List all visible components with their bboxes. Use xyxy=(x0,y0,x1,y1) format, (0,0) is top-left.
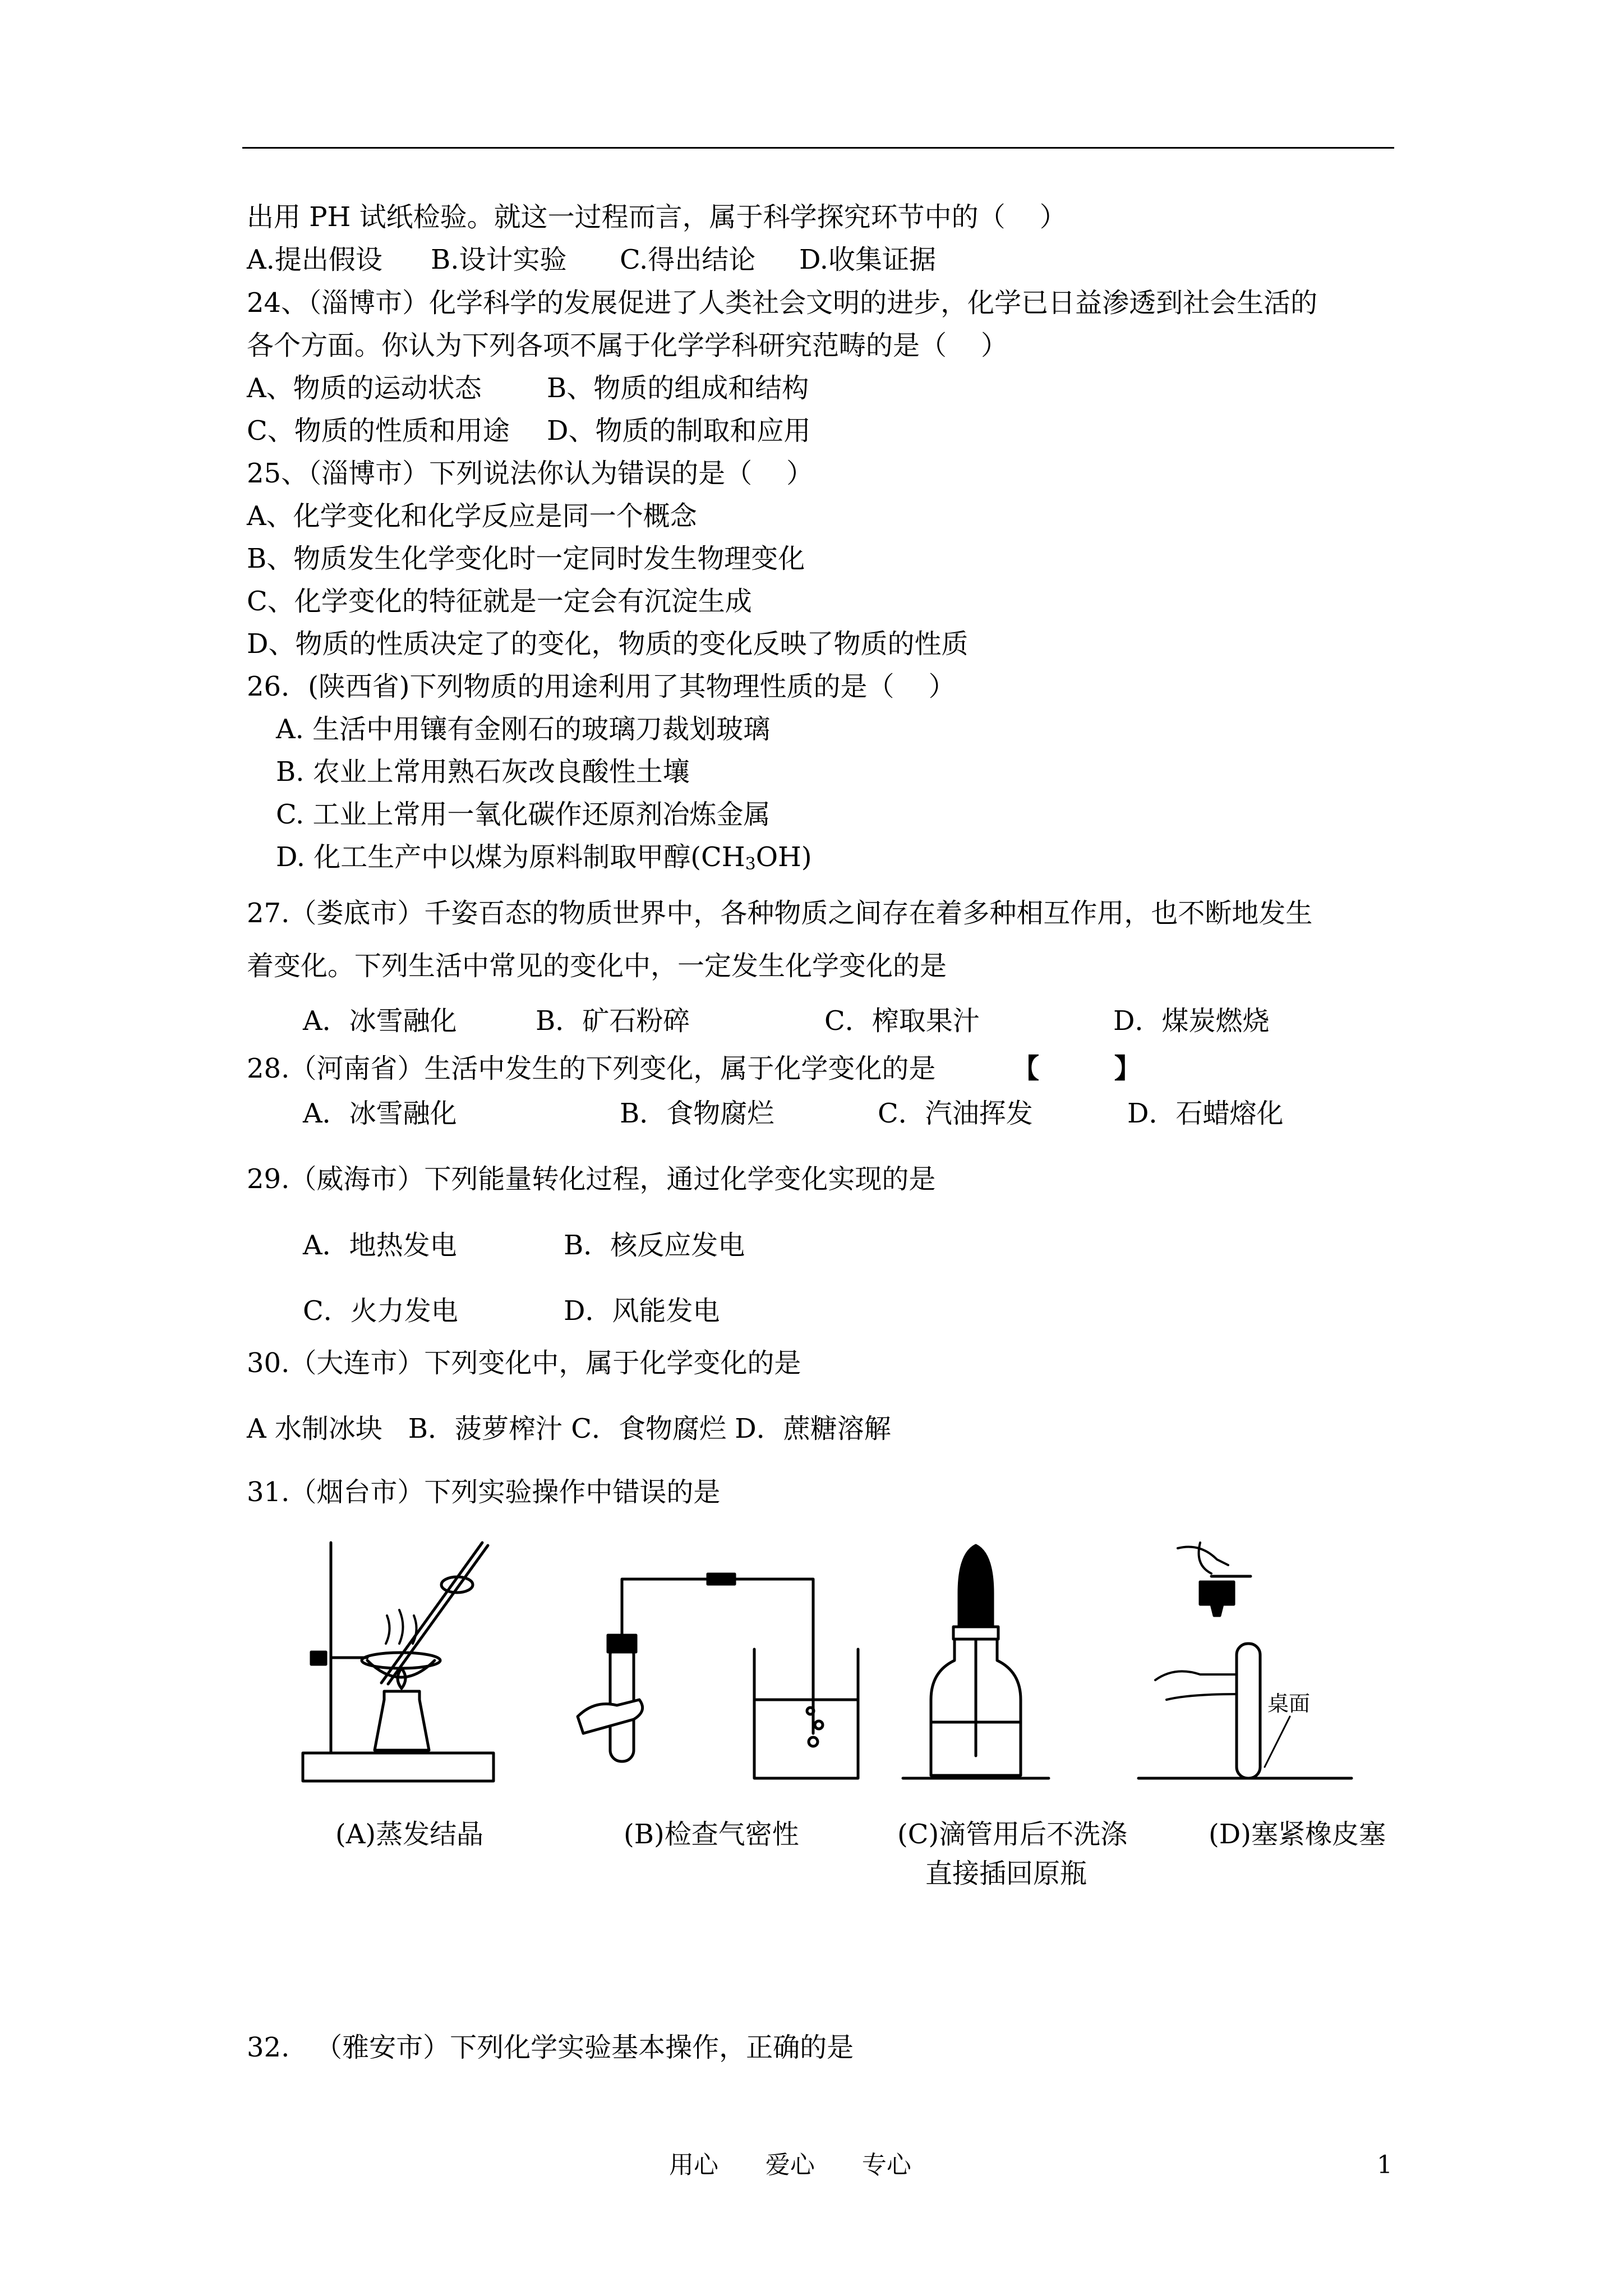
q29-option-c: C．火力发电 xyxy=(303,1295,458,1327)
footer-motto: 用心 爱心 专心 xyxy=(669,2151,911,2179)
q27-stem-line-1: 27.（娄底市）千姿百态的物质世界中，各种物质之间存在着多种相互作用，也不断地发生 xyxy=(247,898,1313,929)
q31-caption-a: (A)蒸发结晶 xyxy=(335,1819,484,1850)
q31-apparatus-figure xyxy=(247,1531,1396,1795)
q26-option-b: B. 农业上常用熟石灰改良酸性土壤 xyxy=(276,756,690,788)
q24-option-b: B、物质的组成和结构 xyxy=(547,372,809,404)
header-rule xyxy=(242,147,1394,149)
q23-option-d: D.收集证据 xyxy=(799,244,937,275)
dropper-bottle-icon xyxy=(903,1545,1049,1778)
q31-caption-c: (C)滴管用后不洗涤 xyxy=(897,1819,1128,1850)
q30-stem: 30.（大连市）下列变化中，属于化学变化的是 xyxy=(247,1347,801,1379)
q23-option-c: C.得出结论 xyxy=(620,244,756,275)
q31-caption-d: (D)塞紧橡皮塞 xyxy=(1209,1819,1386,1850)
q23-option-a: A.提出假设 xyxy=(247,244,382,275)
q25-option-d: D、物质的性质决定了的变化，物质的变化反映了物质的性质 xyxy=(247,628,969,660)
q24-option-c: C、物质的性质和用途 xyxy=(247,415,510,447)
q27-option-a: A．冰雪融化 xyxy=(303,1005,457,1037)
q26-option-c: C. 工业上常用一氧化碳作还原剂冶炼金属 xyxy=(276,799,771,830)
q23-stem-tail: 出用 PH 试纸检验。就这一过程而言，属于科学探究环节中的（ ） xyxy=(247,201,1067,233)
q28-option-c: C．汽油挥发 xyxy=(878,1098,1033,1129)
q27-stem-line-2: 着变化。下列生活中常见的变化中，一定发生化学变化的是 xyxy=(247,950,947,982)
q25-option-a: A、化学变化和化学反应是同一个概念 xyxy=(247,500,697,532)
q28-option-d: D．石蜡熔化 xyxy=(1127,1098,1284,1129)
q29-option-b: B．核反应发电 xyxy=(564,1230,745,1261)
q24-option-a: A、物质的运动状态 xyxy=(247,372,482,404)
q24-option-d: D、物质的制取和应用 xyxy=(547,415,811,447)
q28-answer-bracket: 【 】 xyxy=(1012,1053,1141,1084)
q25-stem: 25、（淄博市）下列说法你认为错误的是（ ） xyxy=(247,458,814,489)
q25-option-b: B、物质发生化学变化时一定同时发生物理变化 xyxy=(247,543,805,574)
evaporation-apparatus-icon xyxy=(303,1543,494,1781)
q30-options: A 水制冰块 B．菠萝榨汁 C．食物腐烂 D．蔗糖溶解 xyxy=(247,1413,891,1444)
q27-option-d: D．煤炭燃烧 xyxy=(1113,1005,1270,1037)
page-number: 1 xyxy=(1377,2151,1393,2179)
q29-option-d: D．风能发电 xyxy=(564,1295,720,1327)
q27-option-c: C．榨取果汁 xyxy=(824,1005,980,1037)
stopper-on-desk-icon xyxy=(1138,1543,1352,1778)
q29-stem: 29.（威海市）下列能量转化过程，通过化学变化实现的是 xyxy=(247,1163,936,1195)
q25-option-c: C、化学变化的特征就是一定会有沉淀生成 xyxy=(247,586,752,617)
q23-option-b: B.设计实验 xyxy=(431,244,567,275)
q26-stem: 26．(陕西省)下列物质的用途利用了其物理性质的是（ ） xyxy=(247,671,956,702)
q31-caption-b: (B)检查气密性 xyxy=(624,1819,799,1850)
q24-stem-line-1: 24、（淄博市）化学科学的发展促进了人类社会文明的进步，化学已日益渗透到社会生活的 xyxy=(247,287,1318,319)
q31-stem: 31.（烟台市）下列实验操作中错误的是 xyxy=(247,1476,721,1508)
q26-option-a: A. 生活中用镶有金刚石的玻璃刀裁划玻璃 xyxy=(276,714,771,745)
q28-option-a: A．冰雪融化 xyxy=(303,1098,457,1129)
q29-option-a: A．地热发电 xyxy=(303,1230,457,1261)
q32-stem: 32. （雅安市）下列化学实验基本操作，正确的是 xyxy=(247,2032,854,2063)
q27-option-b: B．矿石粉碎 xyxy=(536,1005,690,1037)
q26-option-d: D. 化工生产中以煤为原料制取甲醇$(CH_3OH)$ xyxy=(276,841,812,874)
q28-option-b: B．食物腐烂 xyxy=(620,1098,774,1129)
desk-label: 桌面 xyxy=(1267,1691,1311,1716)
q31-caption-c-line-2: 直接插回原瓶 xyxy=(925,1858,1087,1889)
q24-stem-line-2: 各个方面。你认为下列各项不属于化学学科研究范畴的是（ ） xyxy=(247,330,1008,361)
q28-stem: 28.（河南省）生活中发生的下列变化，属于化学变化的是 xyxy=(247,1053,936,1084)
airtightness-check-icon xyxy=(578,1574,858,1778)
